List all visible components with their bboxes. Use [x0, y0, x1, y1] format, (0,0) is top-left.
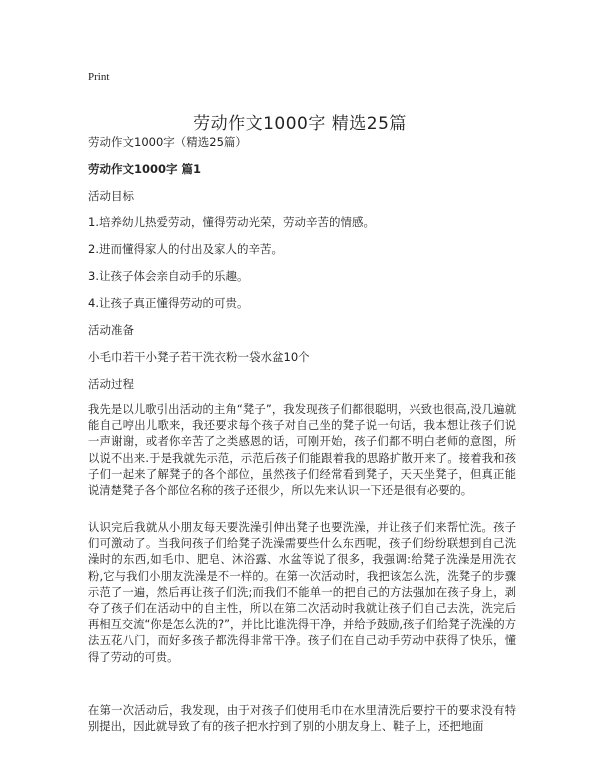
goal-item: 2.进而懂得家人的付出及家人的辛苦。 [88, 242, 283, 256]
goal-item: 1.培养幼儿热爱劳动，懂得劳动光荣，劳动辛苦的情感。 [88, 215, 375, 229]
document-title: 劳动作文1000字 精选25篇 [193, 114, 407, 135]
document-subtitle: 劳动作文1000字（精选25篇） [88, 135, 247, 149]
section-heading: 劳动作文1000字 篇1 [88, 162, 202, 176]
print-label[interactable]: Print [88, 71, 110, 83]
process-heading: 活动过程 [88, 377, 134, 391]
body-paragraph: 我先是以儿歌引出活动的主角“凳子”，我发现孩子们都很聪明，兴致也很高,没几遍就能自己哼出儿歌来，我还要求每个孩子对自己坐的凳子说一句话，我本想让孩子们说一声谢谢，或者你辛苦了之类感恩的话，可刚开始，孩子们都不明白老师的意图，所以说不出来.于是我就先示范，示范后孩子们能跟着我的思路扩散开来了。接着我和孩子们一起来了解凳子的各个部位，虽然孩子们经常看到凳子，天天坐凳子，但真正能说清楚凳子各个部位名称的孩子还很少，所以先来认识一下还是很有必要的。 [88, 403, 516, 498]
body-paragraph: 认识完后我就从小朋友每天要洗澡引伸出凳子也要洗澡，并让孩子们来帮忙洗。孩子们可激动了。当我问孩子们给凳子洗澡需要些什么东西呢，孩子们纷纷联想到自己洗澡时的东西,如毛巾、肥皂、沐浴露、水盆等说了很多，我强调:给凳子洗澡是用洗衣粉,它与我们小朋友洗澡是不一样的。在第一次活动时，我把该怎么洗，洗凳子的步骤示范了一遍，然后再让孩子们洗;而我们不能单一的把自己的方法强加在孩子身上，剥夺了孩子们在活动中的自主性，所以在第二次活动时我就让孩子们自己去洗，洗完后再相互交流“你是怎么洗的?”，并比比谁洗得干净，并给予鼓励,孩子们给凳子洗澡的方法五花八门，而好多孩子都洗得非常干净。孩子们在自己动手劳动中获得了快乐，懂得了劳动的可贵。 [88, 521, 516, 664]
goals-heading: 活动目标 [88, 189, 134, 203]
prep-heading: 活动准备 [88, 323, 134, 337]
body-paragraph: 在第一次活动后，我发现，由于对孩子们使用毛巾在水里清洗后要拧干的要求没有特别提出，因此就导致了有的孩子把水拧到了别的小朋友身上、鞋子上，还把地面 [88, 704, 516, 734]
goal-item: 3.让孩子体会亲自动手的乐趣。 [88, 269, 249, 283]
goal-item: 4.让孩子真正懂得劳动的可贵。 [88, 296, 249, 310]
prep-text: 小毛巾若干小凳子若干洗衣粉一袋水盆10个 [88, 350, 310, 364]
